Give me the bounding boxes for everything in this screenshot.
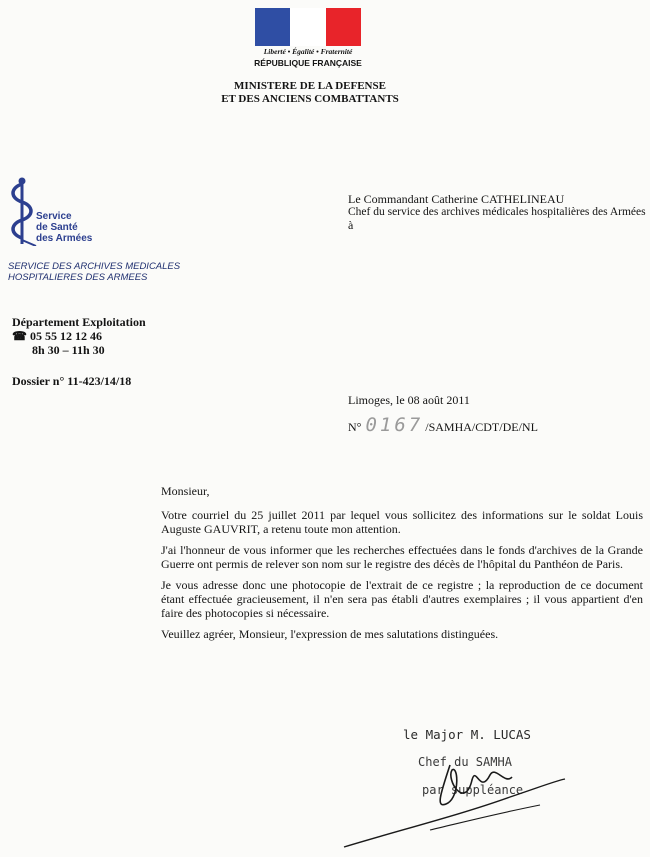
republic-motto: Liberté • Égalité • Fraternité: [263, 47, 353, 56]
dossier-number: Dossier n° 11-423/14/18: [12, 374, 132, 388]
ministry-title: [170, 80, 450, 106]
signatory-role: Chef du SAMHA: [418, 755, 512, 769]
office-hours: 8h 30 – 11h 30: [32, 343, 105, 357]
handwritten-signature: [340, 735, 580, 855]
phone-line: [12, 329, 146, 343]
flag-red-band: [326, 8, 361, 46]
place-and-date: Limoges, le 08 août 2011: [348, 393, 470, 407]
service-name: [8, 261, 180, 283]
ministry-line-2: ET DES ANCIENS COMBATTANTS: [221, 93, 399, 105]
letter-body: [161, 484, 643, 648]
number-suffix: /SAMHA/CDT/DE/NL: [425, 420, 538, 434]
letter-closing: Veuillez agréer, Monsieur, l'expression de mes salutations distinguées.: [161, 627, 499, 641]
reference-number: [348, 414, 538, 436]
letter-paragraph: J'ai l'honneur de vous informer que les recherches effectuées dans le fonds d'archives de la Grande Guerre ont permis de relever son nom sur le registre des décès de l'hôpital du Panthéon de Paris.: [161, 543, 643, 571]
signatory-suppleance: par suppléance: [422, 783, 524, 797]
ministry-line-1: MINISTERE DE LA DEFENSE: [234, 80, 386, 92]
addressee-line-2: Chef du service des archives médicales hospitalières des Armées: [348, 206, 646, 218]
letter-greeting: Monsieur,: [161, 484, 210, 498]
republic-name: RÉPUBLIQUE FRANÇAISE: [254, 58, 362, 68]
department-name: Département Exploitation: [12, 315, 146, 329]
department-block: [12, 315, 146, 357]
letter-paragraph: Votre courriel du 25 juillet 2011 par lequel vous sollicitez des informations sur le soldat Louis Auguste GAUVRIT, a retenu toute mon attention.: [161, 508, 643, 536]
addressee-block: [348, 193, 646, 232]
service-line-1: SERVICE DES ARCHIVES MEDICALES: [8, 261, 181, 272]
telephone-icon: ☎: [12, 329, 27, 343]
phone-number: 05 55 12 12 46: [29, 329, 102, 343]
ssa-logo-line-2: de Santé: [36, 222, 78, 233]
ssa-logo-text: [36, 211, 92, 244]
stamped-number: 0167: [365, 414, 424, 436]
addressee-line-1: Le Commandant Catherine CATHELINEAU: [348, 192, 565, 206]
flag-white-band: [290, 8, 326, 46]
letter-paragraph: Je vous adresse donc une photocopie de l'extrait de ce registre ; la reproduction de ce document étant effectuée gracieusement, il n'en sera pas établi d'autres exemplaires ; il vous appartient d'en faire des photocopies si nécessaire.: [161, 578, 643, 620]
ssa-logo-line-1: Service: [36, 211, 72, 222]
flag-blue-band: [255, 8, 290, 46]
marianne-logo: [255, 8, 361, 46]
addressee-line-3: à: [348, 218, 354, 232]
caduceus-icon: [6, 176, 38, 246]
ssa-logo-line-3: des Armées: [36, 233, 93, 244]
number-prefix: N°: [348, 420, 362, 434]
signatory-name: le Major M. LUCAS: [403, 727, 531, 742]
service-line-2: HOSPITALIERES DES ARMEES: [8, 272, 148, 283]
